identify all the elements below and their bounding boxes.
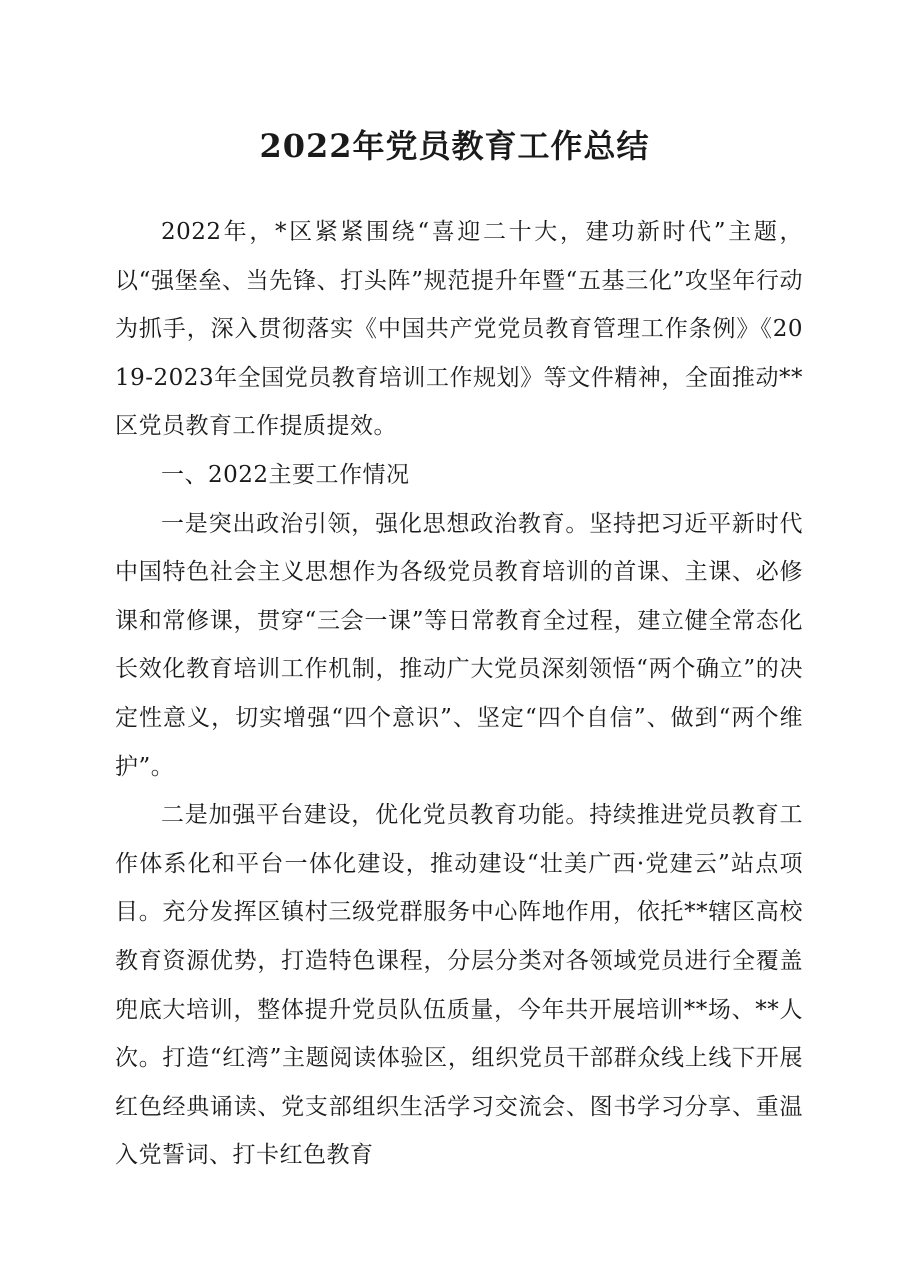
body-paragraph-2: 二是加强平台建设，优化党员教育功能。持续推进党员教育工作体系化和平台一体化建设，推动建设“壮美广西·党建云”站点项目。充分发挥区镇村三级党群服务中心阵地作用，依托**辖区高校教育资源优势，打造特色课程，分层分类对各领域党员进行全覆盖兜底大培训，整体提升党员队伍质量，今年共开展培训**场、**人次。打造“红湾”主题阅读体验区，组织党员干部群众线上线下开展红色经典诵读、党支部组织生活学习交流会、图书学习分享、重温入党誓词、打卡红色教育 [115, 802, 803, 1169]
section-heading: 一、2022主要工作情况 [161, 461, 410, 488]
document-title: 2022年党员教育工作总结 [259, 127, 650, 165]
body-paragraph-1: 一是突出政治引领，强化思想政治教育。坚持把习近平新时代中国特色社会主义思想作为各级党员教育培训的首课、主课、必修课和常修课，贯穿“三会一课”等日常教育全过程，建立健全常态化长效化教育培训工作机制，推动广大党员深刻领悟“两个确立”的决定性意义，切实增强“四个意识”、坚定“四个自信”、做到“两个维护”。 [115, 510, 803, 780]
document-body [115, 208, 803, 1180]
intro-paragraph: 2022年，*区紧紧围绕“喜迎二十大，建功新时代”主题，以“强堡垒、当先锋、打头阵”规范提升年暨“五基三化”攻坚年行动为抓手，深入贯彻落实《中国共产党党员教育管理工作条例》《2019-2023年全国党员教育培训工作规划》等文件精神，全面推动**区党员教育工作提质提效。 [115, 219, 803, 440]
